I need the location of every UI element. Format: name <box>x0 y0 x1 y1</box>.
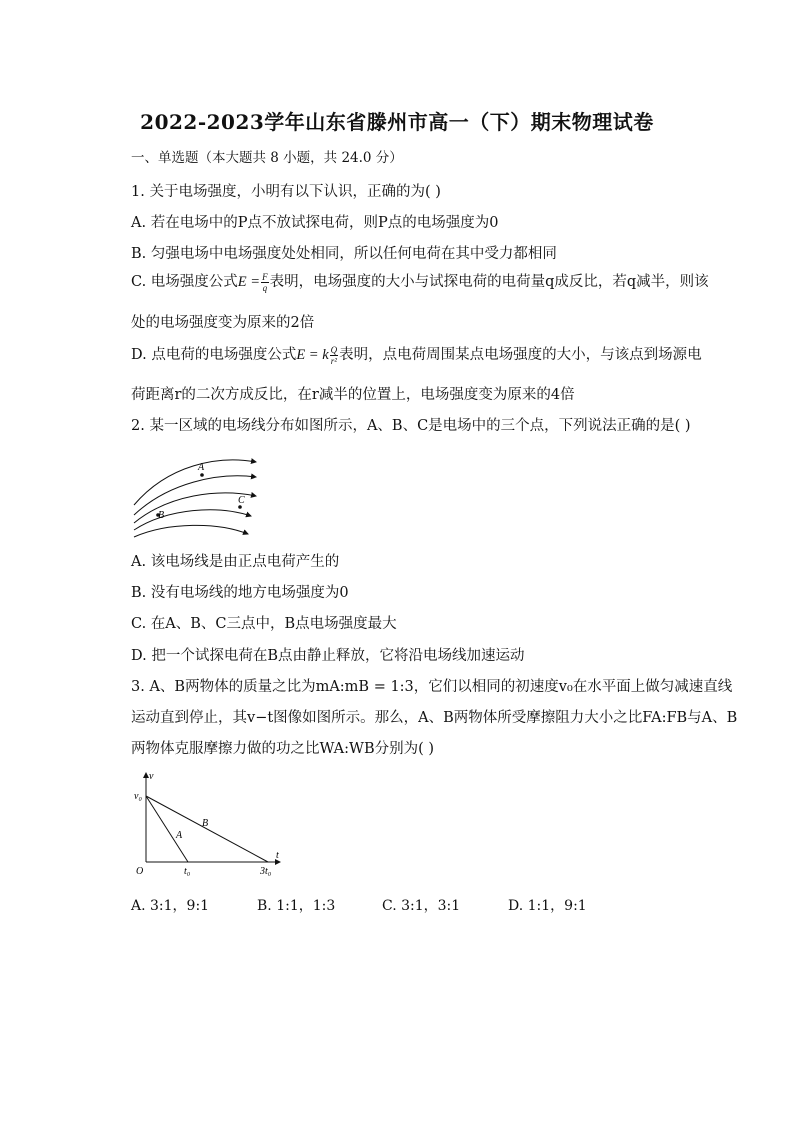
v-axis-label: v <box>149 771 154 782</box>
q2-option-b: B. 没有电场线的地方电场强度为0 <box>131 585 349 601</box>
line-a-label: A <box>176 830 183 841</box>
q1-d-denominator: r² <box>330 355 337 366</box>
q1-d-numerator: Q <box>330 344 338 355</box>
origin-label: O <box>136 866 144 877</box>
q1-c-numerator: F <box>262 271 268 282</box>
q3-option-b: B. 1:1，1:3 <box>257 898 336 914</box>
point-a-dot <box>200 473 204 477</box>
q1-option-d-line2: 荷距离r的二次方成反比，在r减半的位置上，电场强度变为原来的4倍 <box>131 387 575 403</box>
line-b-label: B <box>202 818 209 829</box>
q3-stem-line3: 两物体克服摩擦力做的功之比WA:WB分别为( ) <box>131 741 435 757</box>
point-b-label: B <box>158 510 165 521</box>
q1-d-prefix: D. 点电荷的电场强度公式 <box>131 347 297 363</box>
q1-option-a: A. 若在电场中的P点不放试探电荷，则P点的电场强度为0 <box>131 215 499 231</box>
q1-c-prefix: C. 电场强度公式 <box>131 274 238 290</box>
q1-c-denominator: q <box>262 282 268 293</box>
q3-stem-line1: 3. A、B两物体的质量之比为mA:mB = 1:3，它们以相同的初速度v₀在水平面上做匀减速直线 <box>131 679 733 695</box>
electric-field-lines-figure <box>128 450 268 540</box>
q2-option-a: A. 该电场线是由正点电荷产生的 <box>131 554 340 570</box>
q1-option-c-line1 <box>131 270 709 293</box>
q1-d-fraction <box>330 345 339 366</box>
q1-c-formula: E = <box>237 274 261 290</box>
q1-option-b: B. 匀强电场中电场强度处处相同，所以任何电荷在其中受力都相同 <box>131 246 557 262</box>
q3-stem-line2: 运动直到停止，其v−t图像如图所示。那么，A、B两物体所受摩擦阻力大小之比FA:FB与A、B <box>131 710 738 726</box>
q1-d-text: 表明，点电荷周围某点电场强度的大小，与该点到场源电 <box>339 347 702 363</box>
point-c-label: C <box>238 495 245 506</box>
q1-c-fraction <box>261 272 269 293</box>
field-line-5 <box>134 525 248 537</box>
point-a-label: A <box>198 462 205 473</box>
q1-option-d-line1 <box>131 343 702 366</box>
q1-c-text: 表明，电场强度的大小与试探电荷的电荷量q成反比，若q减半，则该 <box>269 274 709 290</box>
q2-option-c: C. 在A、B、C三点中，B点电场强度最大 <box>131 616 397 632</box>
field-line-4 <box>134 510 251 530</box>
q3-options <box>131 895 691 915</box>
q3-option-d: D. 1:1，9:1 <box>508 898 587 914</box>
q3-option-a: A. 3:1，9:1 <box>131 898 210 914</box>
page-title: 2022-2023学年山东省滕州市高一（下）期末物理试卷 <box>140 110 654 134</box>
t0-label: t₀ <box>184 866 191 877</box>
line-a <box>146 796 188 862</box>
q3-option-c: C. 3:1，3:1 <box>382 898 461 914</box>
section-heading: 一、单选题（本大题共 8 小题，共 24.0 分） <box>131 150 403 166</box>
3t0-label: 3t₀ <box>260 866 272 877</box>
q2-stem: 2. 某一区域的电场线分布如图所示，A、B、C是电场中的三个点，下列说法正确的是( ) <box>131 418 691 434</box>
line-b <box>146 796 268 862</box>
vt-graph-figure <box>130 768 290 883</box>
q1-stem: 1. 关于电场强度，小明有以下认识，正确的为( ) <box>131 184 441 200</box>
q1-option-c-line2: 处的电场强度变为原来的2倍 <box>131 315 315 331</box>
t-axis-label: t <box>276 850 279 861</box>
q2-option-d: D. 把一个试探电荷在B点由静止释放，它将沿电场线加速运动 <box>131 648 525 664</box>
v0-label: v₀ <box>134 791 142 802</box>
q1-d-formula: E = k <box>296 347 329 363</box>
